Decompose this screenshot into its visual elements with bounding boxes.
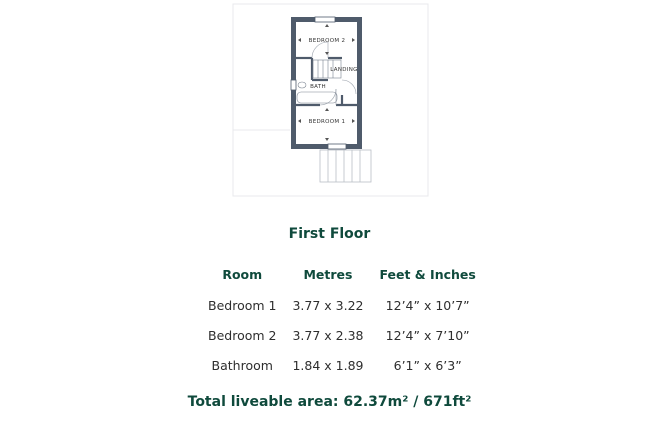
ghost-outline (233, 4, 428, 196)
room-name: Bathroom (211, 358, 273, 373)
total-liveable-area: Total liveable area: 62.37m² / 671ft² (187, 394, 472, 410)
door-swings (312, 42, 356, 105)
table-header-row (200, 264, 484, 284)
room-name: Bedroom 2 (208, 328, 277, 343)
room-metres: 3.77 x 2.38 (292, 328, 364, 343)
header-room: Room (222, 266, 263, 282)
floor-plan (0, 0, 659, 215)
room-feet: 12’4” x 7’10” (385, 328, 470, 343)
window-top (315, 17, 335, 22)
room-metres: 1.84 x 1.89 (292, 358, 364, 373)
window-bottom (328, 144, 346, 149)
label-landing: LANDING (330, 67, 358, 73)
external-steps (320, 150, 371, 182)
floor-title: First Floor (288, 226, 371, 242)
table-row (200, 314, 484, 344)
table-row (200, 344, 484, 374)
header-metres: Metres (303, 266, 353, 282)
label-bath: BATH (310, 84, 326, 90)
table-row (200, 284, 484, 314)
window-bath (291, 80, 296, 90)
label-bedroom-1: BEDROOM 1 (308, 119, 346, 125)
room-dimensions-table (200, 264, 484, 374)
label-bedroom-2: BEDROOM 2 (308, 38, 346, 44)
room-metres: 3.77 x 3.22 (292, 298, 364, 313)
header-feet-inches: Feet & Inches (379, 266, 476, 282)
room-feet: 6’1” x 6’3” (393, 358, 462, 373)
room-name: Bedroom 1 (208, 298, 277, 313)
room-feet: 12’4” x 10’7” (385, 298, 470, 313)
